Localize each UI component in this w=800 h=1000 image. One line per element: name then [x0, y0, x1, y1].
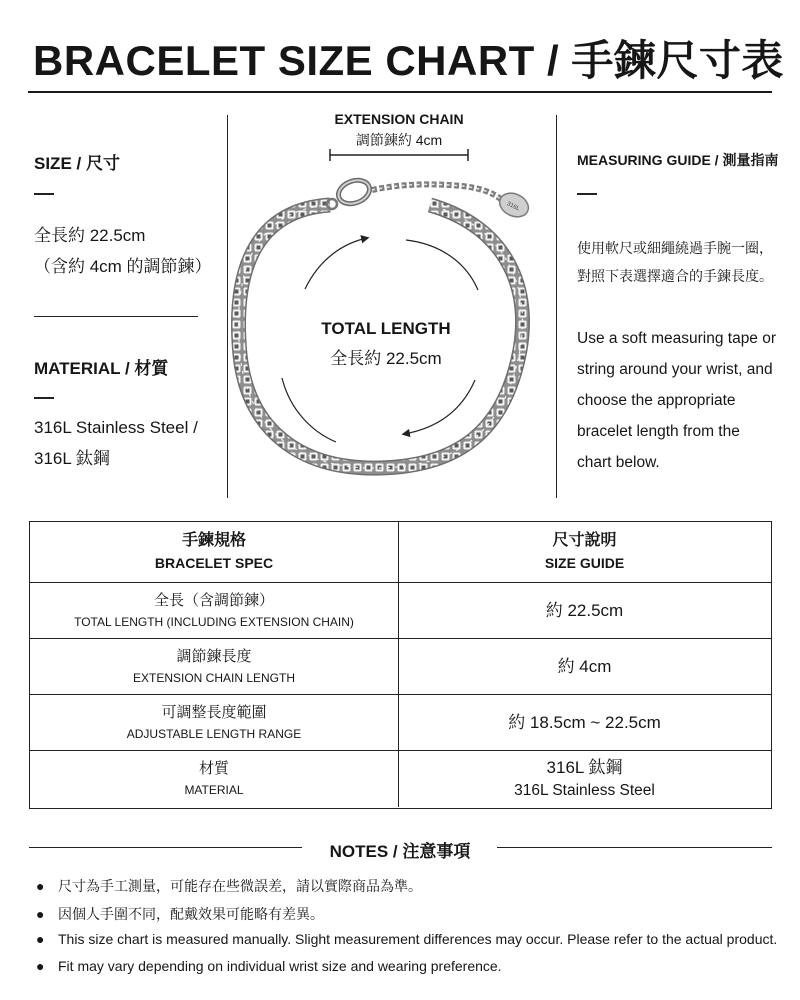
- spec-label-en: MATERIAL: [184, 783, 244, 797]
- col-guide-header-cn: 尺寸說明: [552, 532, 617, 549]
- spec-value: 約 4cm: [557, 657, 612, 676]
- measuring-guide-text-cn: 使用軟尺或細繩繞過手腕一圈， 對照下表選擇適合的手鍊長度。: [577, 240, 773, 284]
- notes-heading: NOTES / 注意事項: [329, 842, 471, 861]
- list-item: ● 尺寸為手工測量，可能存在些微誤差，請以實際商品為準。: [36, 878, 422, 894]
- bullet-icon: ●: [36, 958, 45, 974]
- bullet-icon: ●: [36, 906, 45, 922]
- spec-value: 約 18.5cm ~ 22.5cm: [508, 713, 661, 732]
- extension-chain-label: EXTENSION CHAIN: [334, 111, 464, 127]
- col-spec-header-en: BRACELET SPEC: [154, 555, 274, 571]
- size-total-text: 全長約 22.5cm: [34, 226, 146, 245]
- notes-rule-right: [497, 847, 772, 848]
- spec-label-en: TOTAL LENGTH (INCLUDING EXTENSION CHAIN): [74, 614, 354, 629]
- spec-label-cn: 材質: [198, 760, 229, 777]
- total-length-label: TOTAL LENGTH: [321, 319, 451, 338]
- table-header-row: [30, 522, 771, 582]
- table-row: [30, 638, 771, 694]
- spec-label-cn: 調節鍊長度: [176, 647, 252, 665]
- material-text-cn: 316L 鈦鋼: [34, 449, 110, 468]
- size-heading: SIZE / 尺寸: [34, 154, 120, 173]
- table-row: [30, 750, 771, 807]
- spec-label-cn: 可調整長度範圍: [161, 703, 267, 721]
- material-text-en: 316L Stainless Steel /: [34, 418, 198, 437]
- spec-value-en: 316L Stainless Steel: [514, 782, 655, 799]
- measuring-guide-heading: MEASURING GUIDE / 測量指南: [577, 152, 779, 168]
- col-guide-header-en: SIZE GUIDE: [544, 555, 625, 571]
- size-spec-table: [29, 521, 772, 809]
- spec-label-cn: 全長（含調節鍊）: [153, 591, 274, 609]
- extension-chain-length: 調節鍊約 4cm: [355, 132, 443, 148]
- page-title: BRACELET SIZE CHART / 手鍊尺寸表: [33, 37, 784, 84]
- total-length-value: 全長約 22.5cm: [330, 349, 442, 368]
- bullet-icon: ●: [36, 878, 45, 894]
- table-row: [30, 694, 771, 750]
- measuring-guide-text-en: Use a soft measuring tape or string around your wrist, and choose the appropriate bracelet length from the chart below.: [577, 330, 777, 471]
- lobster-clasp: [327, 176, 373, 209]
- extension-dimension-line: [330, 149, 468, 161]
- arrow-upper-left: [305, 238, 367, 289]
- spec-value: 316L 鈦鋼: [546, 758, 623, 777]
- extension-chain: [372, 184, 502, 200]
- arrow-upper-right: [406, 240, 478, 290]
- brand-tag: [496, 189, 532, 222]
- spec-label-en: EXTENSION CHAIN LENGTH: [132, 670, 296, 685]
- arrow-lower-right: [404, 380, 475, 434]
- table-row: [30, 582, 771, 638]
- spec-label-en: ADJUSTABLE LENGTH RANGE: [126, 726, 302, 741]
- list-item: ● This size chart is measured manually. Slight measurement differences may occur. Please refer to the actual product.: [36, 931, 778, 947]
- material-heading: MATERIAL / 材質: [34, 359, 169, 378]
- list-item: ● Fit may vary depending on individual wrist size and wearing preference.: [36, 958, 502, 974]
- spec-value: 約 22.5cm: [545, 601, 624, 620]
- size-extension-text: （含約 4cm 的調節鍊）: [34, 257, 212, 276]
- arrow-lower-left: [282, 378, 336, 442]
- list-item: ● 因個人手圍不同，配戴效果可能略有差異。: [36, 906, 324, 922]
- notes-rule-left: [29, 847, 302, 848]
- col-spec-header-cn: 手鍊規格: [181, 532, 246, 549]
- bullet-icon: ●: [36, 931, 45, 947]
- svg-text:316L: 316L: [505, 201, 521, 213]
